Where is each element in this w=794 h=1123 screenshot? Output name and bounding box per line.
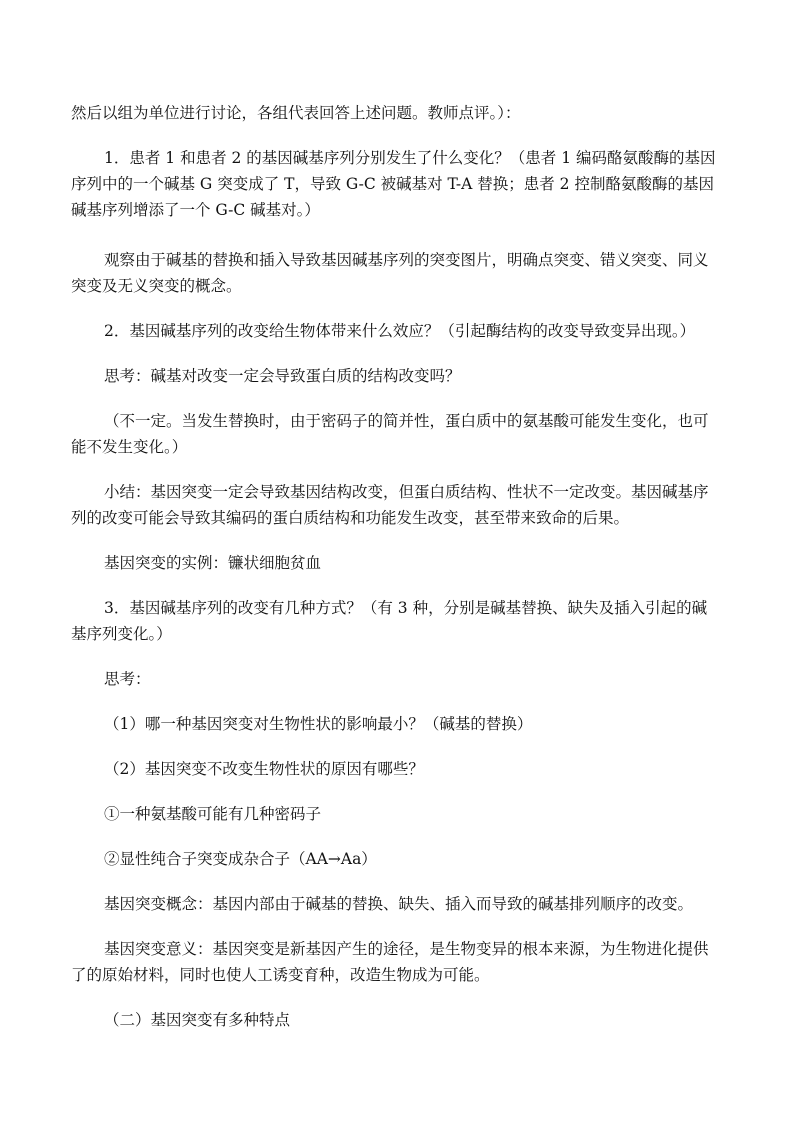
paragraph-observation [71, 247, 727, 299]
text-line: 小结：基因突变一定会导致基因结构改变，但蛋白质结构、性状不一定改变。基因碱基序 [104, 483, 709, 501]
paragraph-sub-question-1 [71, 711, 727, 737]
text-line: （2）基因突变不改变生物性状的原因有哪些？ [104, 760, 424, 778]
paragraph-summary [71, 479, 727, 531]
paragraph-reason-1 [71, 801, 727, 827]
paragraph-sub-question-2 [71, 756, 727, 782]
text-line: 突变及无义突变的概念。 [71, 277, 242, 295]
paragraph-question-3 [71, 595, 727, 647]
text-line: 基因突变意义：基因突变是新基因产生的途径，是生物变异的根本来源，为生物进化提供 [104, 940, 709, 958]
section-heading [71, 1007, 727, 1033]
text-line: 观察由于碱基的替换和插入导致基因碱基序列的突变图片，明确点突变、错义突变、同义 [104, 251, 709, 269]
text-line: 碱基序列增添了一个 G-C 碱基对。） [71, 201, 320, 219]
text-line: 了的原始材料，同时也使人工诱变育种，改造生物成为可能。 [71, 966, 490, 984]
text-line: 基因突变概念：基因内部由于碱基的替换、缺失、插入而导致的碱基排列顺序的改变。 [104, 895, 694, 913]
paragraph-example [71, 550, 727, 576]
text-line: 然后以组为单位进行讨论，各组代表回答上述问题。教师点评。）： [71, 104, 521, 122]
text-line: ②显性纯合子突变成杂合子（AA→Aa） [104, 850, 377, 868]
paragraph-intro [71, 100, 727, 126]
text-line: 能不发生变化。） [71, 438, 188, 456]
text-line: 基序列变化。） [71, 625, 172, 643]
paragraph-thinking-1 [71, 363, 727, 389]
paragraph-reason-2 [71, 846, 727, 872]
text-line: 思考： [104, 670, 151, 688]
text-line: 列的改变可能会导致其编码的蛋白质结构和功能发生改变，甚至带来致命的后果。 [71, 509, 630, 527]
paragraph-concept [71, 891, 727, 917]
paragraph-question-2 [71, 318, 727, 344]
paragraph-significance [71, 936, 727, 988]
paragraph-thinking-2 [71, 666, 727, 692]
text-line: （1）哪一种基因突变对生物性状的影响最小？（碱基的替换） [104, 715, 533, 733]
text-line: （不一定。当发生替换时，由于密码子的简并性，蛋白质中的氨基酸可能发生变化，也可 [104, 412, 709, 430]
text-line: 1．患者 1 和患者 2 的基因碱基序列分别发生了什么变化？（患者 1 编码酪氨酸酶的基因 [104, 149, 716, 167]
text-line: 基因突变的实例：镰状细胞贫血 [104, 554, 322, 572]
text-line: （二）基因突变有多种特点 [104, 1011, 291, 1029]
paragraph-answer-1 [71, 408, 727, 460]
text-line: 3．基因碱基序列的改变有几种方式？（有 3 种，分别是碱基替换、缺失及插入引起的碱 [104, 599, 708, 617]
paragraph-question-1 [71, 145, 727, 223]
text-line: ①一种氨基酸可能有几种密码子 [104, 805, 322, 823]
text-line: 2．基因碱基序列的改变给生物体带来什么效应？（引起酶结构的改变导致变异出现。） [104, 322, 696, 340]
text-line: 序列中的一个碱基 G 突变成了 T，导致 G-C 被碱基对 T-A 替换；患者 2 控制酪氨酸酶的基因 [71, 175, 714, 193]
text-line: 思考：碱基对改变一定会导致蛋白质的结构改变吗？ [104, 367, 461, 385]
